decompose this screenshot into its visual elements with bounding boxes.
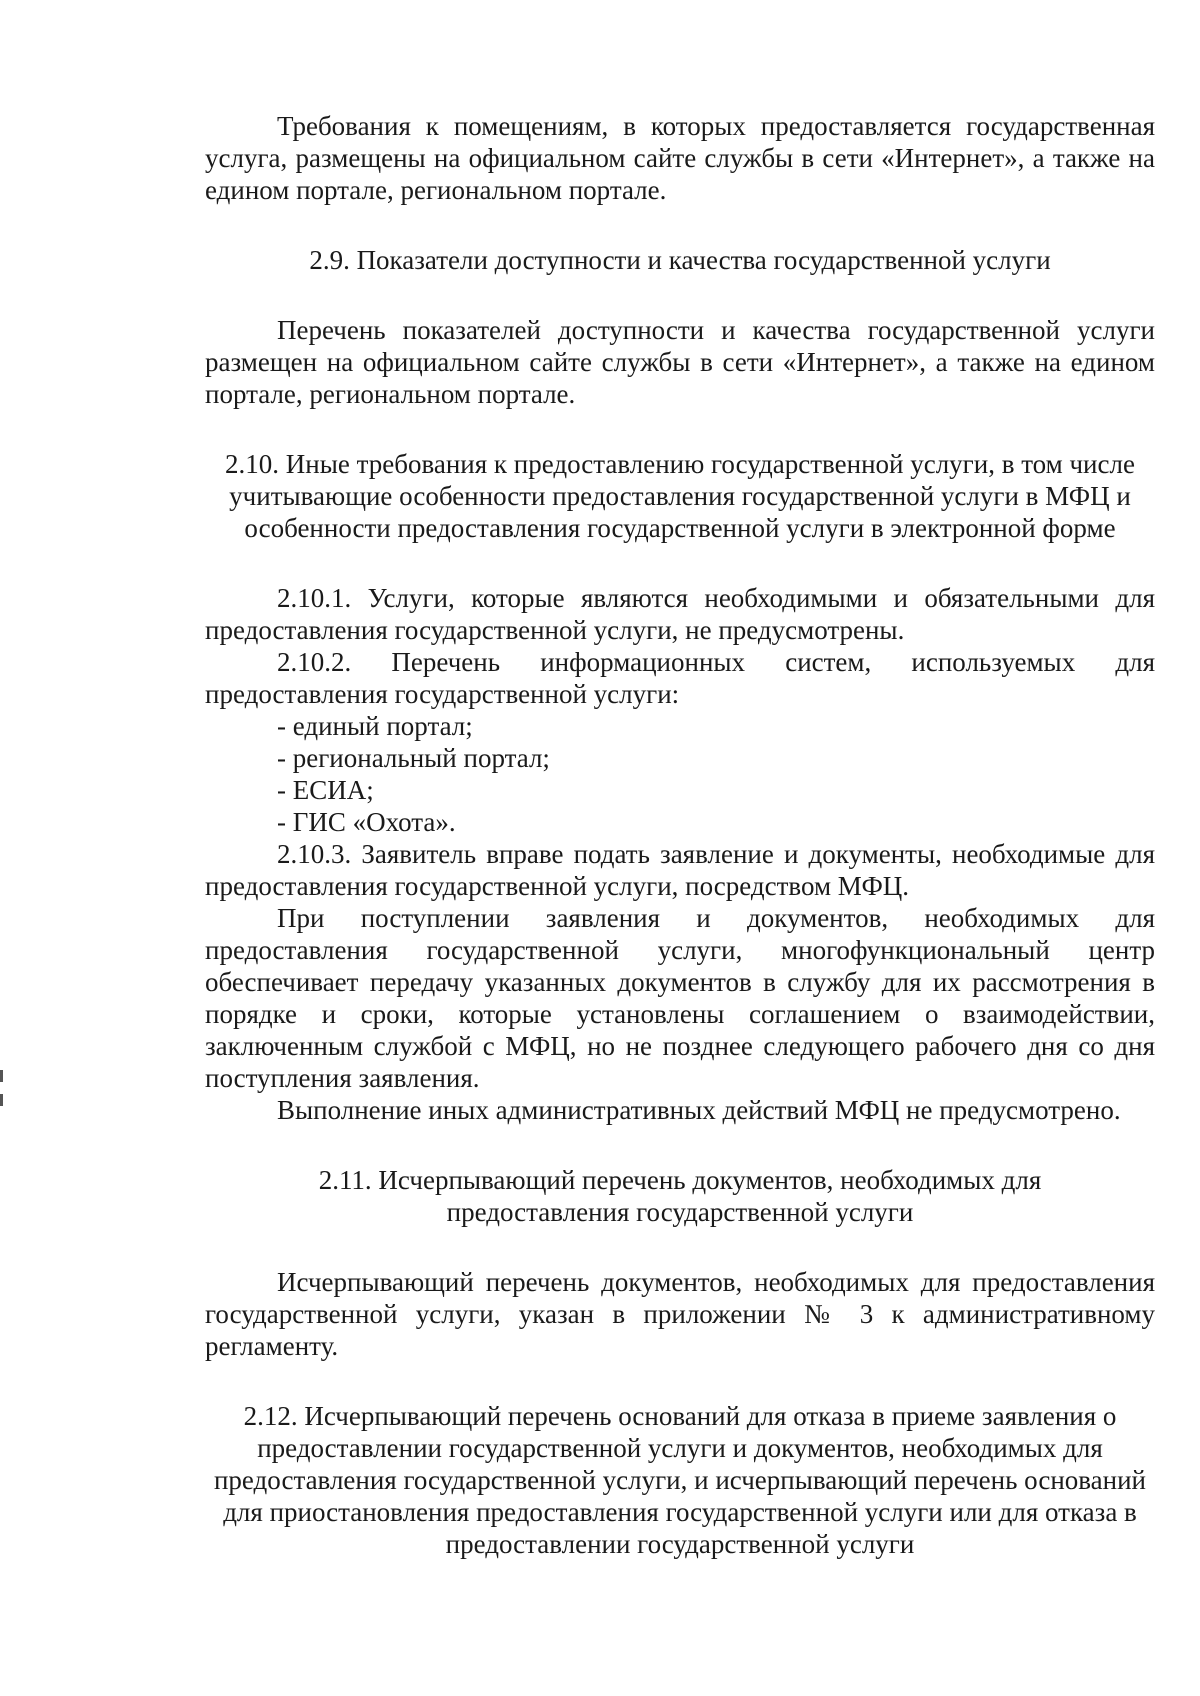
paragraph-2-10-1: 2.10.1. Услуги, которые являются необходимыми и обязательными для предоставления государственной услуги, не предусмотрены. — [205, 583, 1155, 645]
list-item: - региональный портал; — [277, 743, 550, 773]
heading-2-9: 2.9. Показатели доступности и качества государственной услуги — [309, 245, 1051, 275]
list-item: - ГИС «Охота». — [277, 807, 456, 837]
paragraph-mfc-transfer: При поступлении заявления и документов, необходимых для предоставления государственной услуги, многофункциональный центр обеспечивает передачу указанных документов в службу для их рассмотрения в порядке и сроки, которые установлены соглашением о взаимодействии, заключенным службой с МФЦ, но не позднее следующего рабочего дня со дня поступления заявления. — [205, 903, 1155, 1093]
information-systems-list — [205, 710, 1155, 838]
list-item: - ЕСИА; — [277, 775, 374, 805]
paragraph-other-actions: Выполнение иных административных действий МФЦ не предусмотрено. — [277, 1095, 1121, 1125]
paragraph-2-10-2: 2.10.2. Перечень информационных систем, используемых для предоставления государственной услуги: — [205, 647, 1155, 709]
document-page — [205, 110, 1155, 1560]
paragraph-premises-requirements: Требования к помещениям, в которых предоставляется государственная услуга, размещены на официальном сайте службы в сети «Интернет», а также на едином портале, региональном портале. — [205, 111, 1155, 205]
scan-mark — [0, 1070, 3, 1082]
scan-mark — [0, 1094, 3, 1106]
list-item: - единый портал; — [277, 711, 473, 741]
paragraph-quality-indicators: Перечень показателей доступности и качества государственной услуги размещен на официальном сайте службы в сети «Интернет», а также на едином портале, региональном портале. — [205, 315, 1155, 409]
scan-edge-marks — [0, 1070, 3, 1120]
heading-2-10: 2.10. Иные требования к предоставлению государственной услуги, в том числе учитывающие особенности предоставления государственной услуги в МФЦ и особенности предоставления государственной услуги в электронной форме — [225, 449, 1135, 543]
heading-2-11: 2.11. Исчерпывающий перечень документов, необходимых для предоставления государственной услуги — [318, 1165, 1042, 1227]
heading-2-12: 2.12. Исчерпывающий перечень оснований для отказа в приеме заявления о предоставлении государственной услуги и документов, необходимых для предоставления государственной услуги, и исчерпывающий перечень оснований для приостановления предоставления государственной услуги или для отказа в предоставлении государственной услуги — [213, 1401, 1147, 1559]
paragraph-2-11: Исчерпывающий перечень документов, необходимых для предоставления государственной услуги, указан в приложении № 3 к административному регламенту. — [205, 1267, 1155, 1361]
paragraph-2-10-3: 2.10.3. Заявитель вправе подать заявление и документы, необходимые для предоставления государственной услуги, посредством МФЦ. — [205, 839, 1155, 901]
